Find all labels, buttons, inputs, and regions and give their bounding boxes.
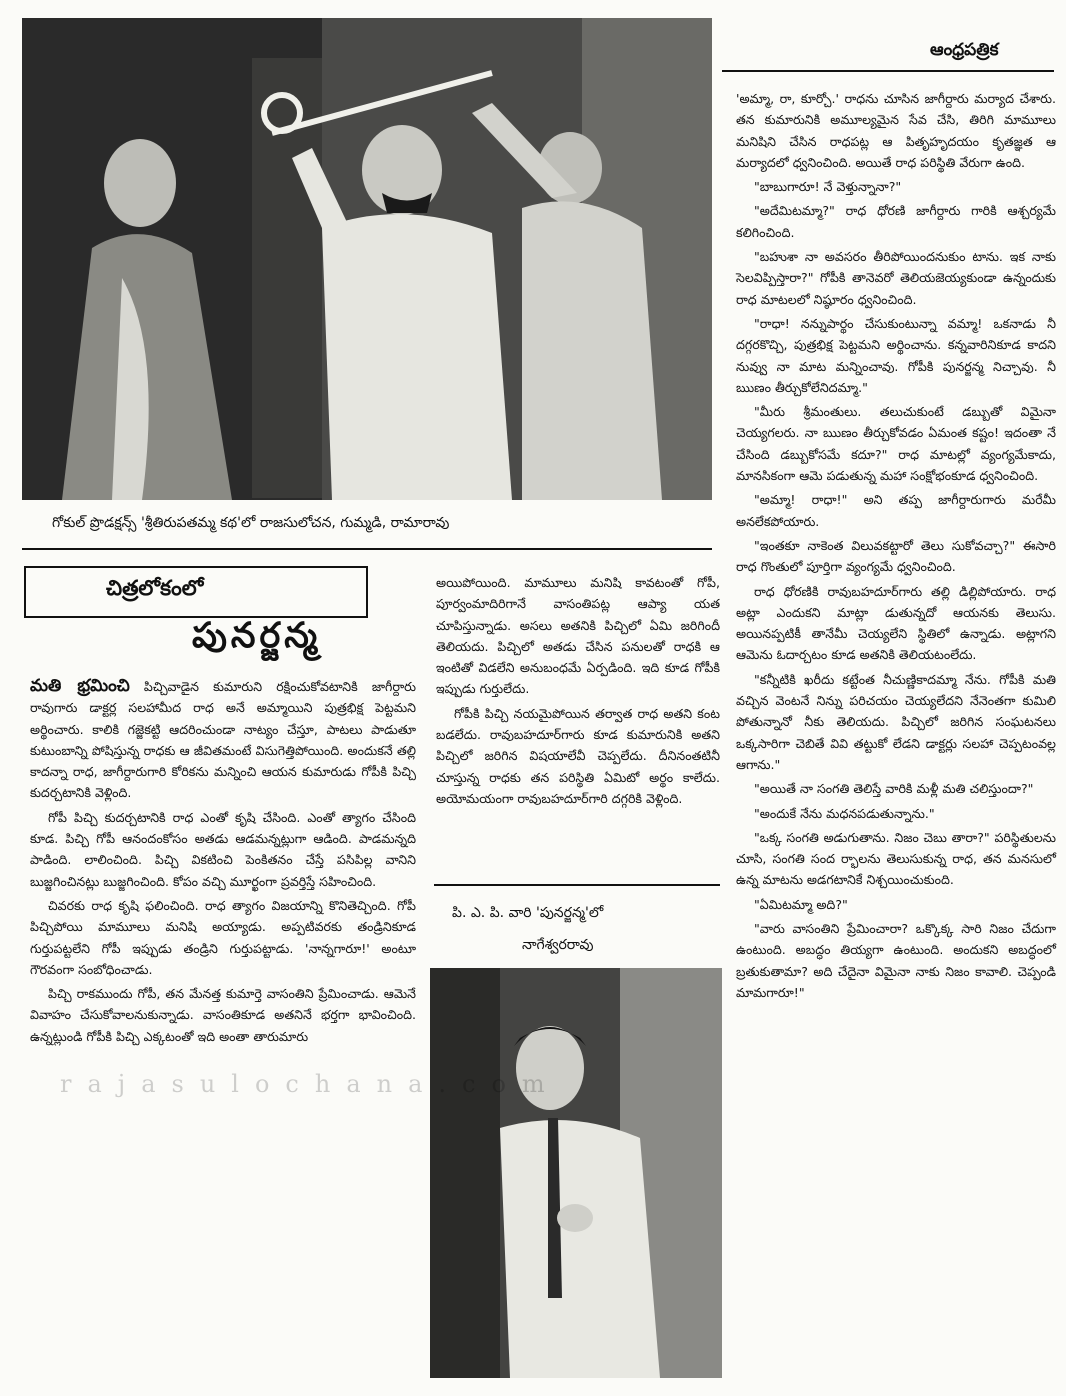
col3-paragraph-11: "అయితే నా సంగతి తెలిస్తే వారికి మళ్లీ మతి చలిస్తుందా?" [754, 781, 1034, 797]
col3-paragraph-12: "అందుకే నేను మధనపడుతున్నాను." [754, 805, 935, 821]
inset-top-rule [434, 884, 720, 886]
col1-paragraph-3: చివరకు రాధ కృషి ఫలించింది. రాధ త్యాగం విజయాన్ని కొనితెచ్చింది. గోపీ పిచ్చిపోయి మామూలు మనిషి అయ్యాడు. అప్పటివరకు తండ్రినికూడ గుర్తుపట్టలేని గోపీ ఇప్పుడు తండ్రిని గుర్తుపట్టాడు. 'నాన్నగారూ!' అంటూ గౌరవంగా సంబోధించాడు. [30, 897, 416, 977]
top-photo-caption: గోకుల్ ప్రొడక్షన్స్ 'శ్రీతిరుపతమ్మ కథ'లో రాజసులోచన, గుమ్మడి, రామారావు [52, 515, 450, 531]
col3-paragraph-9: రాధ ధోరణికి రావుబహదూర్‌గారు తల్లి డిల్లిపోయారు. రాధ అట్లా ఎందుకని మాట్లా డుతున్నదో ఆయనకు తెలుసు. అయినప్పటికీ తానేమీ చెయ్యలేని స్థితిలో ఉన్నాడు. అట్లాగని ఆమెను ఓదార్చటం కూడ అతనికి తెలియటంలేదు. [736, 583, 1056, 663]
top-film-still [22, 18, 712, 500]
masthead: ఆంధ్రపత్రిక [930, 40, 999, 60]
col3-paragraph-6: "మీరు శ్రీమంతులు. తలుచుకుంటే డబ్బుతో విమైనా చెయ్యగలరు. నా ఋణం తీర్చుకోవడం ఏమంత కష్టం! ఇదంతా నే చేసింది డబ్బుకోసమే కదూ?" రాధ మాటల్లో వ్యంగ్యమేకాదు, మానసికంగా ఆమె పడుతున్న మహా సంక్షోభంకూడ ధ్వనించింది. [736, 404, 1056, 484]
col2-paragraph-1: అయిపోయింది. మామూలు మనిషి కావటంతో గోపీ, పూర్వంమాదిరిగానే వాసంతిపట్ల ఆప్యా యత చూపిస్తున్నాడు. అసలు అతనికి పిచ్చిలో ఏమి జరిగిందీ తెలియదు. పిచ్చిలో అతడు చేసిన పనులతో రాధకి ఆ ఇంటితో విడలేని అనుబంధమే ఏర్పడింది. ఇది కూడ గోపీకి ఇప్పుడు గుర్తులేదు. [436, 575, 720, 697]
section-title: చిత్రలోకంలో [106, 576, 204, 600]
lead-word: మతి భ్రమించి [30, 676, 130, 696]
inset-photo [430, 968, 722, 1378]
col3-paragraph-3: "అదేమిటమ్మా?" రాధ ధోరణి జాగీర్దారు గారికి ఆశ్చర్యమే కలిగించింది. [736, 203, 1056, 240]
col1-paragraph-2: గోపీ పిచ్చి కుదర్చటానికి రాధ ఎంతో కృషి చేసింది. ఎంతో త్యాగం చేసింది కూడ. పిచ్చి గోపీ ఆనందంకోసం అతడు ఆడమన్నట్లుగా ఆడింది. పాడమన్నది పాడింది. లాలించింది. పిచ్చి వికటించి పెంకితనం చేస్తే పసిపిల్ల వానిని బుజ్జగించినట్లు బుజ్జగించింది. కోపం వచ్చి మూర్ఖంగా ప్రవర్తిస్తే సహించింది. [30, 809, 416, 889]
col1-text-1: పిచ్చివాడైన కుమారుని రక్షించుకోవటానికి జాగీర్దారు రావుగారు డాక్టర్ల సలహామీద రాధ అనే అమ్మాయిని పుత్రభిక్ష పెట్టమని అర్థించారు. కాలికి గజ్జెకట్టి ఆదరించుండా నాట్యం చేస్తూ, పాటలు పాడుతూ కుటుంబాన్ని పోషిస్తున్న రాధకు ఆ జీవితమంటే విసుగెత్తిపోయింది. అందుకనే తల్లి కాదన్నా రాధ, జాగీర్దారుగారి కోరికను మన్నించి ఆయన కుమారుడు గోపీకి పిచ్చి కుదర్చటానికి వెళ్లింది. [30, 679, 416, 801]
col3-paragraph-4: "బహుశా నా అవసరం తీరిపోయిందనుకుం టాను. ఇక నాకు సెలవిప్పిస్తారా?" గోపీకి తానెవరో తెలియజెయ్యకుండా ఉన్నందుకు రాధ మాటలలో నిష్ఠూరం ధ్వనించింది. [736, 249, 1056, 307]
inset-caption-line-1: పి. ఎ. పి. వారి 'పునర్జన్మ'లో [452, 905, 604, 921]
film-still-image [22, 18, 712, 500]
col2-paragraph-2: గోపీకి పిచ్చి నయమైపోయిన తర్వాత రాధ అతని కంట బడలేదు. రావుబహదూర్‌గారు కూడ కుమారునికి అతని పిచ్చిలో జరిగిన విషయాలేవీ చెప్పలేదు. దీనినంతటినీ చూస్తున్న రాధకు తన పరిస్థితి ఏమిటో అర్థం కాలేదు. అయోమయంగా రావుబహదూర్‌గారి దగ్గరికి వెళ్లింది. [436, 705, 720, 806]
col3-paragraph-5: "రాధా! నన్నుపార్థం చేసుకుంటున్నా వమ్మా! ఒకనాడు నీ దగ్గరకొచ్చి, పుత్రభిక్ష పెట్టమని అర్థించాను. కన్నవారినికూడ కాదని నువ్వు నా మాట మన్నించావు. గోపీకి పునర్జన్మ నిచ్చావు. నీ ఋణం తీర్చుకోలేనిదమ్మా." [736, 315, 1056, 395]
inset-caption-line-2: నాగేశ్వరరావు [522, 937, 594, 953]
caption-rule [22, 548, 712, 550]
col1-paragraph-1 [30, 676, 416, 804]
col3-paragraph-8: "ఇంతకూ నాకెంత విలువకట్టారో తెలు సుకోవచ్చా?" ఈసారి రాధ గొంతులో పూర్తిగా వ్యంగ్యమే ధ్వనించింది. [736, 537, 1056, 575]
inset-photo-image [430, 968, 722, 1378]
article-title: పునర్జన్మ [192, 616, 322, 656]
col3-paragraph-10: "కన్నీటికి ఖరీదు కట్టేంత నీచుణ్ణికాదమ్మా నేను. గోపీకి మతి వచ్చిన వెంటనే నిన్ను పరిచయం చెయ్యలేదని నేనెంతగా కుమిలి పోతున్నానో నీకు తెలియదు. పిచ్చిలో జరిగిన సంఘటనలు ఒక్కసారిగా చెబితే వివి తట్టుకో లేడని డాక్టర్లు సలహా చెప్పటంవల్ల ఆగాను." [736, 671, 1056, 772]
col3-paragraph-7: "అమ్మా! రాధా!" అని తప్ప జాగీర్దారుగారు మరేమీ అనలేకపోయారు. [736, 492, 1056, 529]
col3-paragraph-1: 'అమ్మా, రా, కూర్చో.' రాధను చూసిన జాగీర్దారు మర్యాద చేశారు. తన కుమారునికి అమూల్యమైన సేవ చేసి, తిరిగి మామూలు మనిషిని చేసిన రాధపట్ల ఆ పితృహృదయం కృతజ్ఞత ఆ మర్యాదలో ధ్వనించింది. అయితే రాధ పరిస్థితి వేరుగా ఉంది. [736, 91, 1056, 170]
site-watermark: rajasulochana.com [60, 1070, 561, 1098]
masthead-rule [722, 70, 1054, 72]
col3-paragraph-15: "వారు వాసంతిని ప్రేమించారా? ఒక్కొక్క సారి నిజం చేదుగా ఉంటుంది. అబద్ధం తియ్యగా ఉంటుంది. అందుకని అబద్ధంలో బ్రతుకుతామా? అది చేదైనా విమైనా నాకు నిజం కావాలి. చెప్పండి మామగారూ!" [736, 920, 1056, 1000]
article-column-3 [736, 88, 1056, 1006]
article-column-2 [436, 572, 720, 812]
col3-paragraph-13: "ఒక్క సంగతి అడుగుతాను. నిజం చెబు తారా?" పరిస్థితులను చూసి, సంగతి సంద ర్భాలను తెలుసుకున్న రాధ, తన మనసులో ఉన్న మాటను అడగటానికే నిశ్చయించుకుంది. [736, 829, 1056, 888]
col3-paragraph-2: "బాబుగారూ! నే వెళ్తున్నానా?" [754, 179, 902, 195]
article-column-1 [30, 676, 416, 1050]
col3-paragraph-14: "ఏమిటమ్మా అది?" [754, 896, 848, 912]
col1-paragraph-4: పిచ్చి రాకముందు గోపీ, తన మేనత్త కుమార్తె వాసంతిని ప్రేమించాడు. ఆమెనే వివాహం చేసుకోవాలనుకున్నాడు. వాసంతికూడ అతనినే భర్తగా భావించింది. ఉన్నట్లుండి గోపీకి పిచ్చి ఎక్కటంతో ఇది అంతా తారుమారు [30, 986, 416, 1044]
